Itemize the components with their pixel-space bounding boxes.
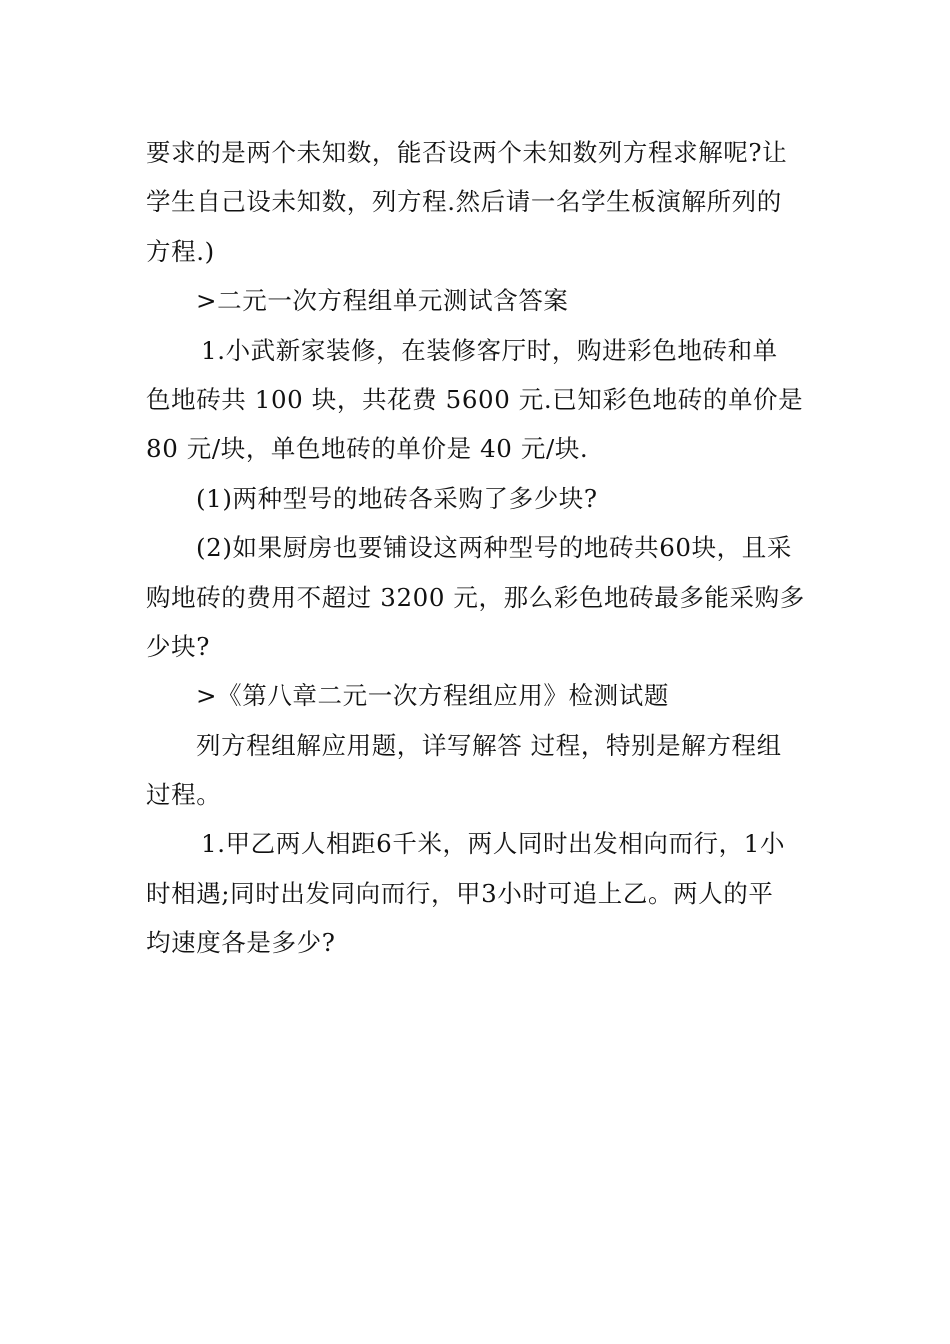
- paragraph-line: 色地砖共 100 块，共花费 5600 元.已知彩色地砖的单价是: [146, 384, 804, 414]
- document-body: [146, 128, 806, 968]
- sub-question: (1)两种型号的地砖各采购了多少块?: [196, 483, 598, 513]
- paragraph-line: 时相遇;同时出发同向而行，甲3小时可追上乙。两人的平: [146, 878, 774, 908]
- paragraph-line: 过程。: [146, 780, 222, 810]
- instruction-line: 列方程组解应用题，详写解答 过程，特别是解方程组: [196, 730, 782, 760]
- section-heading: >《第八章二元一次方程组应用》检测试题: [196, 681, 669, 711]
- section-heading: >二元一次方程组单元测试含答案: [196, 286, 569, 316]
- paragraph-line: 要求的是两个未知数，能否设两个未知数列方程求解呢?让: [146, 138, 788, 167]
- paragraph-line: 均速度各是多少?: [146, 928, 336, 958]
- paragraph-line: 学生自己设未知数，列方程.然后请一名学生板演解所列的: [146, 187, 782, 217]
- paragraph-line: 方程.): [146, 236, 215, 266]
- paragraph-line: 80 元/块，单色地砖的单价是 40 元/块.: [146, 434, 589, 464]
- problem-statement: 1.甲乙两人相距6千米，两人同时出发相向而行，1小: [201, 829, 786, 859]
- problem-statement: 1.小武新家装修，在装修客厅时，购进彩色地砖和单: [201, 335, 778, 365]
- paragraph-line: 购地砖的费用不超过 3200 元，那么彩色地砖最多能采购多: [146, 582, 805, 612]
- paragraph-line: 少块?: [146, 631, 210, 661]
- sub-question: (2)如果厨房也要铺设这两种型号的地砖共60块，且采: [196, 533, 792, 563]
